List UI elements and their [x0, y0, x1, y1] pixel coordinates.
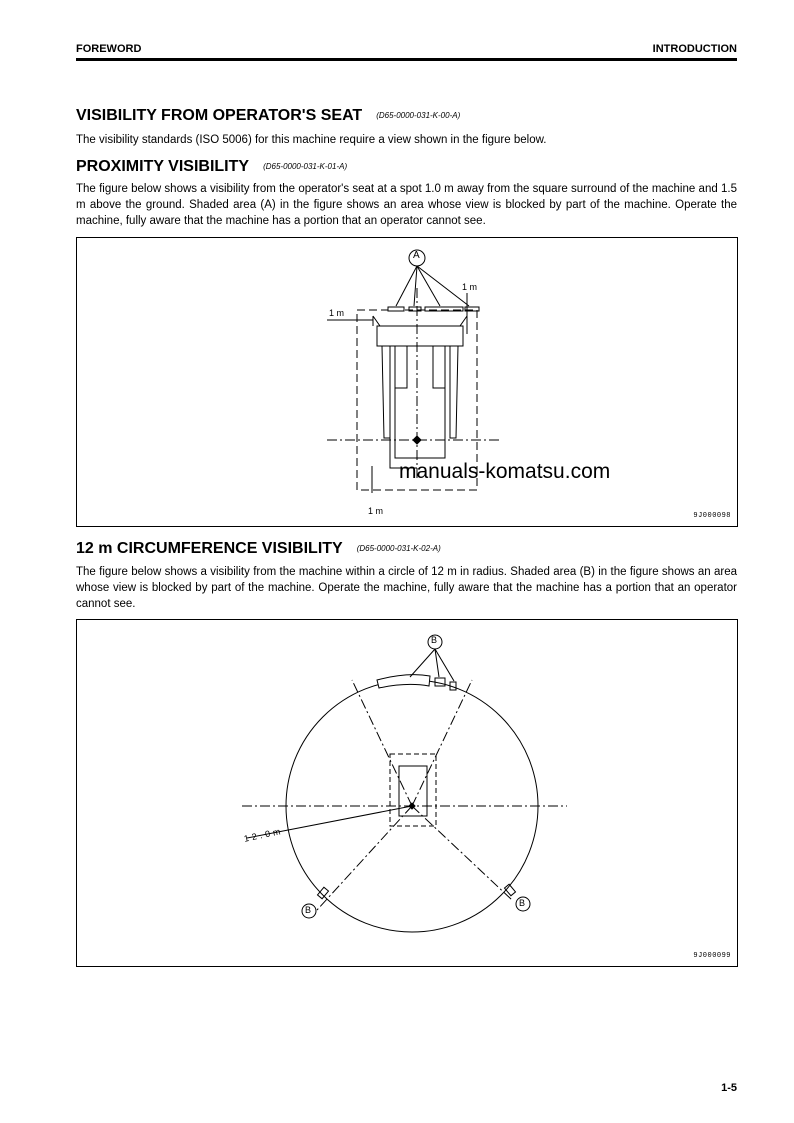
callout-b-left: B [305, 905, 312, 915]
callout-b-right: B [519, 898, 526, 908]
section-title-circumference: 12 m CIRCUMFERENCE VISIBILITY (D65-0000-031-K-02-A) [76, 540, 441, 557]
circumference-diagram [77, 620, 737, 966]
watermark: manuals-komatsu.com [399, 460, 611, 483]
section-code: (D65-0000-031-K-01-A) [263, 162, 348, 172]
figure-circumference [76, 619, 738, 967]
section-body-proximity: The figure below shows a visibility from the operator's seat at a spot 1.0 m away from the square surround of the machine and 1.5 m above the ground. Shaded area (A) in the figure shows an area whose view is blocked by part of the machine. Operate the machine, fully aware that the machine has a portion that an operator cannot see. [76, 183, 737, 227]
header-left: FOREWORD [76, 43, 142, 55]
page-header [76, 42, 737, 61]
dim-left: 1 m [329, 308, 345, 318]
figure-id: 9J000098 [693, 512, 731, 520]
callout-b-top: B [431, 635, 438, 645]
section-code: (D65-0000-031-K-00-A) [376, 111, 461, 121]
dim-top: 1 m [462, 282, 478, 292]
radius-label: 12.0m [243, 825, 285, 844]
figure-id: 9J000099 [693, 952, 731, 960]
section-title-operator-seat: VISIBILITY FROM OPERATOR'S SEAT (D65-0000-031-K-00-A) [76, 107, 461, 124]
section-body-operator-seat: The visibility standards (ISO 5006) for this machine require a view shown in the figure below. [76, 134, 547, 146]
dim-bottom: 1 m [368, 506, 384, 516]
section-code: (D65-0000-031-K-02-A) [356, 544, 441, 554]
section-body-circumference: The figure below shows a visibility from the machine within a circle of 12 m in radius. Shaded area (B) in the figure shows an area whose view is blocked by part of the machine. Operate the machine, fully aware that the machine has a portion that an operator cannot see. [76, 566, 737, 610]
section-title-proximity: PROXIMITY VISIBILITY (D65-0000-031-K-01-A) [76, 158, 348, 175]
callout-a: A [413, 250, 420, 261]
header-right: INTRODUCTION [652, 43, 737, 55]
page-number: 1-5 [721, 1082, 737, 1094]
